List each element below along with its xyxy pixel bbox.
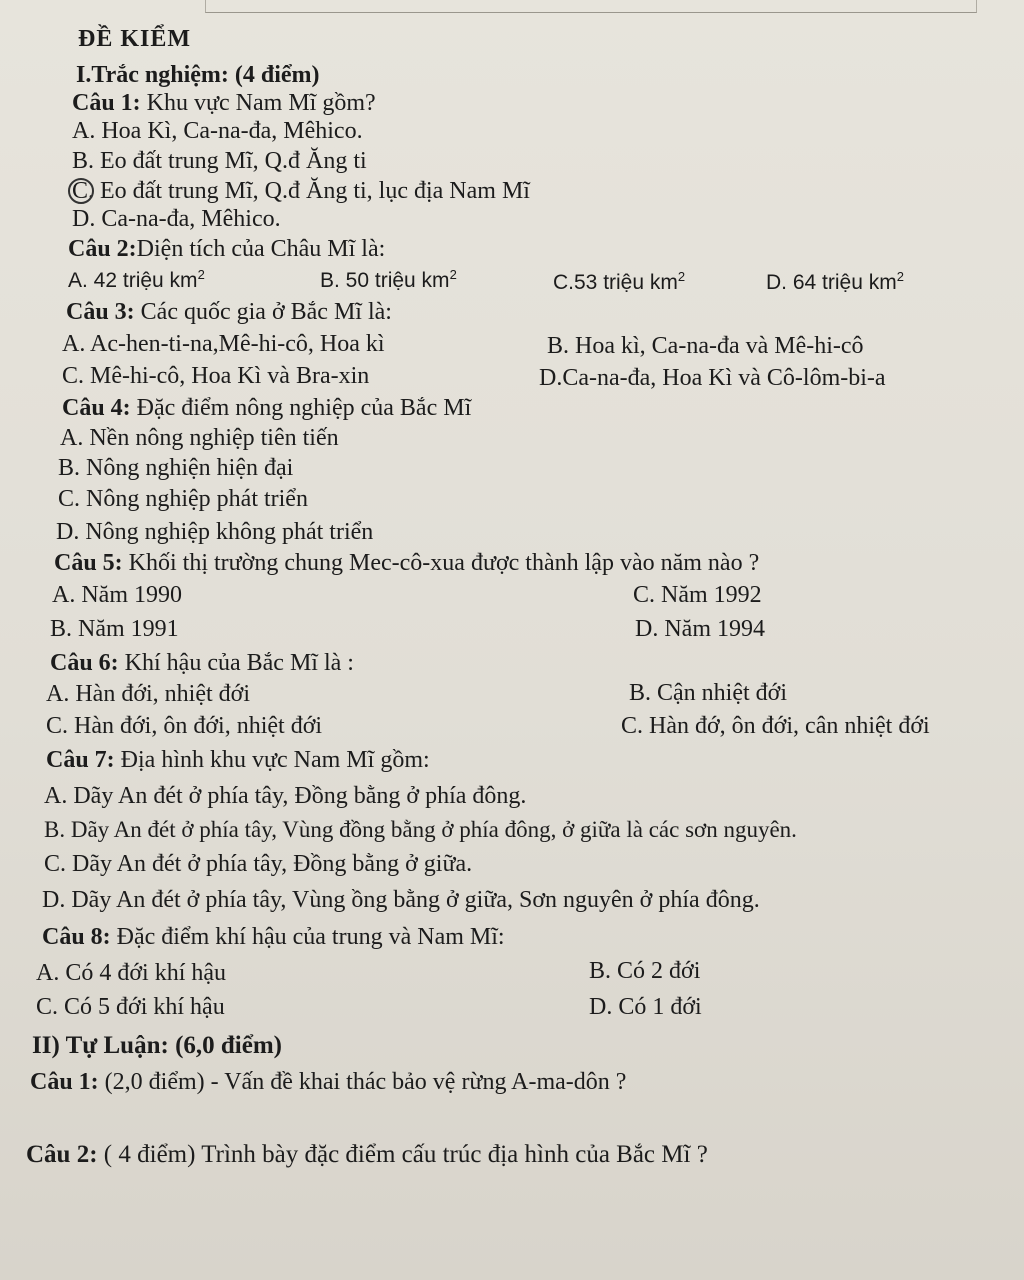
q7-option-d: D. Dãy An đét ở phía tây, Vùng ồng bằng ở giữa, Sơn nguyên ở phía đông. — [42, 887, 760, 913]
q4-option-b: B. Nông nghiện hiện đại — [58, 455, 294, 481]
q5-option-c: C. Năm 1992 — [633, 582, 762, 608]
q1-option-c-letter: C — [72, 178, 89, 204]
q6-question — [50, 648, 354, 678]
q8-text: Đặc điểm khí hậu của trung và Nam Mĩ: — [116, 924, 505, 950]
q2-option-d-sup: 2 — [896, 269, 904, 284]
q1-option-c — [72, 176, 530, 206]
q8-question — [42, 922, 505, 952]
q7-label: Câu 7: — [46, 747, 115, 773]
q3-question — [66, 297, 392, 327]
q4-question — [62, 393, 471, 423]
q1-option-b: B. Eo đất trung Mĩ, Q.đ Ăng ti — [72, 148, 367, 174]
q6-text: Khí hậu của Bắc Mĩ là : — [124, 650, 354, 676]
q7-option-c: C. Dãy An đét ở phía tây, Đồng bằng ở giữa. — [44, 851, 473, 877]
q6-option-a: A. Hàn đới, nhiệt đới — [46, 681, 251, 707]
q6-option-d: C. Hàn đớ, ôn đới, cân nhiệt đới — [621, 713, 930, 739]
q8-option-a: A. Có 4 đới khí hậu — [36, 960, 227, 986]
q3-text: Các quốc gia ở Bắc Mĩ là: — [140, 299, 392, 325]
e2-text: ( 4 điểm) Trình bày đặc điểm cấu trúc địa hình của Bắc Mĩ ? — [103, 1141, 708, 1168]
q3-label: Câu 3: — [66, 299, 135, 325]
q2-option-c-sup: 2 — [677, 269, 686, 284]
q2-option-a — [68, 266, 205, 296]
q2-option-d-text: D. 64 triệu km — [766, 271, 897, 294]
q1-option-a: A. Hoa Kì, Ca-na-đa, Mêhico. — [72, 118, 363, 144]
e2-label: Câu 2: — [26, 1141, 98, 1168]
q1-option-d: D. Ca-na-đa, Mêhico. — [72, 206, 281, 232]
q5-option-b: B. Năm 1991 — [50, 616, 179, 642]
q2-question — [68, 234, 385, 264]
q3-option-a: A. Ac-hen-ti-na,Mê-hi-cô, Hoa kì — [62, 331, 385, 357]
q2-option-c-text: C.53 triệu km — [553, 271, 678, 294]
circle-mark-icon — [68, 178, 94, 204]
essay-question-1 — [30, 1067, 626, 1097]
q2-option-a-text: A. 42 triệu km — [68, 269, 198, 292]
q1-option-c-text: . Eo đất trung Mĩ, Q.đ Ăng ti, lục địa Nam Mĩ — [88, 178, 530, 204]
q2-option-d — [766, 268, 904, 298]
q8-label: Câu 8: — [42, 924, 111, 950]
q2-label: Câu 2: — [68, 236, 137, 262]
q4-option-a: A. Nền nông nghiệp tiên tiến — [60, 425, 339, 451]
q5-label: Câu 5: — [54, 550, 123, 576]
q2-option-b — [320, 266, 457, 296]
q7-question — [46, 745, 430, 775]
q4-option-c: C. Nông nghiệp phát triển — [58, 486, 308, 512]
q4-text: Đặc điểm nông nghiệp của Bắc Mĩ — [136, 395, 472, 421]
q8-option-d: D. Có 1 đới — [589, 994, 702, 1020]
q1-label: Câu 1: — [72, 90, 141, 116]
q2-option-c — [553, 268, 685, 298]
q2-option-a-sup: 2 — [197, 267, 205, 282]
part1-heading: I.Trắc nghiệm: (4 điểm) — [76, 62, 320, 88]
q4-label: Câu 4: — [62, 395, 131, 421]
q5-text: Khối thị trường chung Mec-cô-xua được thành lập vào năm nào ? — [128, 550, 760, 576]
q1-text: Khu vực Nam Mĩ gồm? — [146, 90, 376, 116]
q5-option-d: D. Năm 1994 — [635, 616, 765, 642]
q5-question — [54, 548, 759, 578]
e1-text: (2,0 điểm) - Vấn đề khai thác bảo vệ rừng A-ma-dôn ? — [104, 1069, 627, 1095]
q6-option-c: C. Hàn đới, ôn đới, nhiệt đới — [46, 713, 323, 739]
q3-option-d: D.Ca-na-đa, Hoa Kì và Cô-lôm-bi-a — [539, 365, 886, 391]
q6-label: Câu 6: — [50, 650, 119, 676]
q8-option-b: B. Có 2 đới — [589, 958, 701, 984]
q7-text: Địa hình khu vực Nam Mĩ gồm: — [120, 747, 430, 773]
q3-option-b: B. Hoa kì, Ca-na-đa và Mê-hi-cô — [547, 333, 864, 359]
part2-heading: II) Tự Luận: (6,0 điểm) — [32, 1032, 282, 1059]
essay-question-2 — [26, 1140, 708, 1170]
q7-option-a: A. Dãy An đét ở phía tây, Đồng bằng ở phía đông. — [44, 783, 527, 809]
q6-option-b: B. Cận nhiệt đới — [629, 680, 788, 706]
q2-option-b-text: B. 50 triệu km — [320, 269, 450, 292]
q1-answer-mark — [72, 176, 88, 206]
q8-option-c: C. Có 5 đới khí hậu — [36, 994, 225, 1020]
q2-option-b-sup: 2 — [449, 267, 457, 282]
q7-option-b: B. Dãy An đét ở phía tây, Vùng đồng bằng ở phía đông, ở giữa là các sơn nguyên. — [44, 817, 797, 842]
q5-option-a: A. Năm 1990 — [52, 582, 182, 608]
q4-option-d: D. Nông nghiệp không phát triển — [56, 519, 374, 545]
q3-option-c: C. Mê-hi-cô, Hoa Kì và Bra-xin — [62, 363, 370, 389]
e1-label: Câu 1: — [30, 1069, 99, 1095]
q1-question — [72, 88, 376, 118]
q2-text: Diện tích của Châu Mĩ là: — [136, 236, 386, 262]
exam-title: ĐỀ KIỂM — [78, 26, 192, 52]
